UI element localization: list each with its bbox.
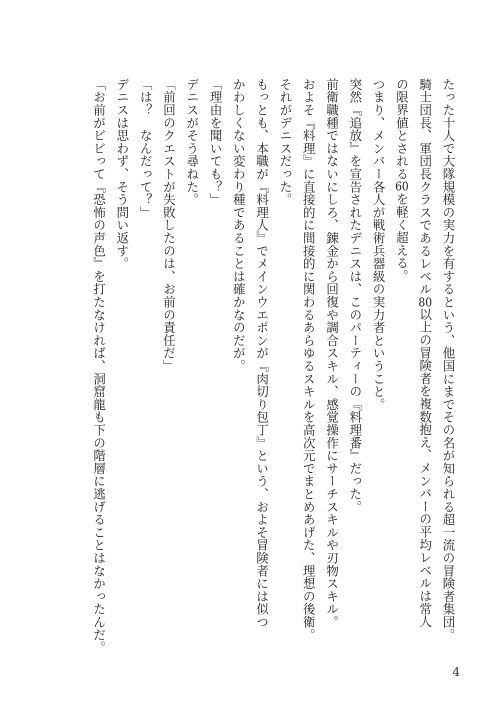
text-line-1: たった十人で大隊規模の実力を有するという、他国にまでその名が知られる超一流の冒険者集団。: [441, 78, 456, 642]
text-line-15: デニスは思わず、そう問い返す。: [114, 78, 130, 270]
text-line-10: かわしくない変わり種であることは確かなのだが。: [231, 78, 247, 373]
text-line-7: およそ『料理』に直接的に間接的に関わるあらゆるスキルを高次元でまとめあげた、理想の後衛。: [301, 78, 317, 642]
text-line-3: の限界値とされる60を軽く超える。: [394, 78, 410, 283]
text-line-13: 「前回のクエストが失敗したのは、お前の責任だ」: [161, 78, 177, 373]
text-line-14: 「は？ なんだって？」: [138, 78, 154, 219]
text-line-12: デニスがそう尋ねた。: [184, 78, 200, 206]
text-line-2: 騎士団長、軍団長クラスであるレベル80以上の冒険者を複数抱え、メンバーの平均レベルは常人: [417, 78, 433, 629]
text-line-5: 突然『追放』を宣告されたデニスは、このパーティーの『料理番』だった。: [347, 78, 363, 514]
text-line-4: つまり、メンバー各人が戦術兵器級の実力者ということ。: [371, 78, 387, 411]
page-number: 4: [452, 665, 460, 679]
text-line-16: 「お前がビビって『恐怖の声色』を打たなければ、洞窟龍も下の階層に逃げることはなかったんだ。: [91, 78, 107, 654]
text-line-9: もっとも、本職が『料理人』でメインウエポンが『肉切り包丁』という、およそ冒険者には似つ: [254, 78, 270, 629]
body-text: [87, 78, 460, 654]
text-line-6: 前衛職種ではないにしろ、錬金から回復や調合スキル、感覚操作にサーチスキルや刃物スキル。: [324, 78, 340, 629]
text-line-8: それがデニスだった。: [277, 78, 293, 206]
text-line-11: 「理由を聞いても？」: [208, 78, 224, 206]
